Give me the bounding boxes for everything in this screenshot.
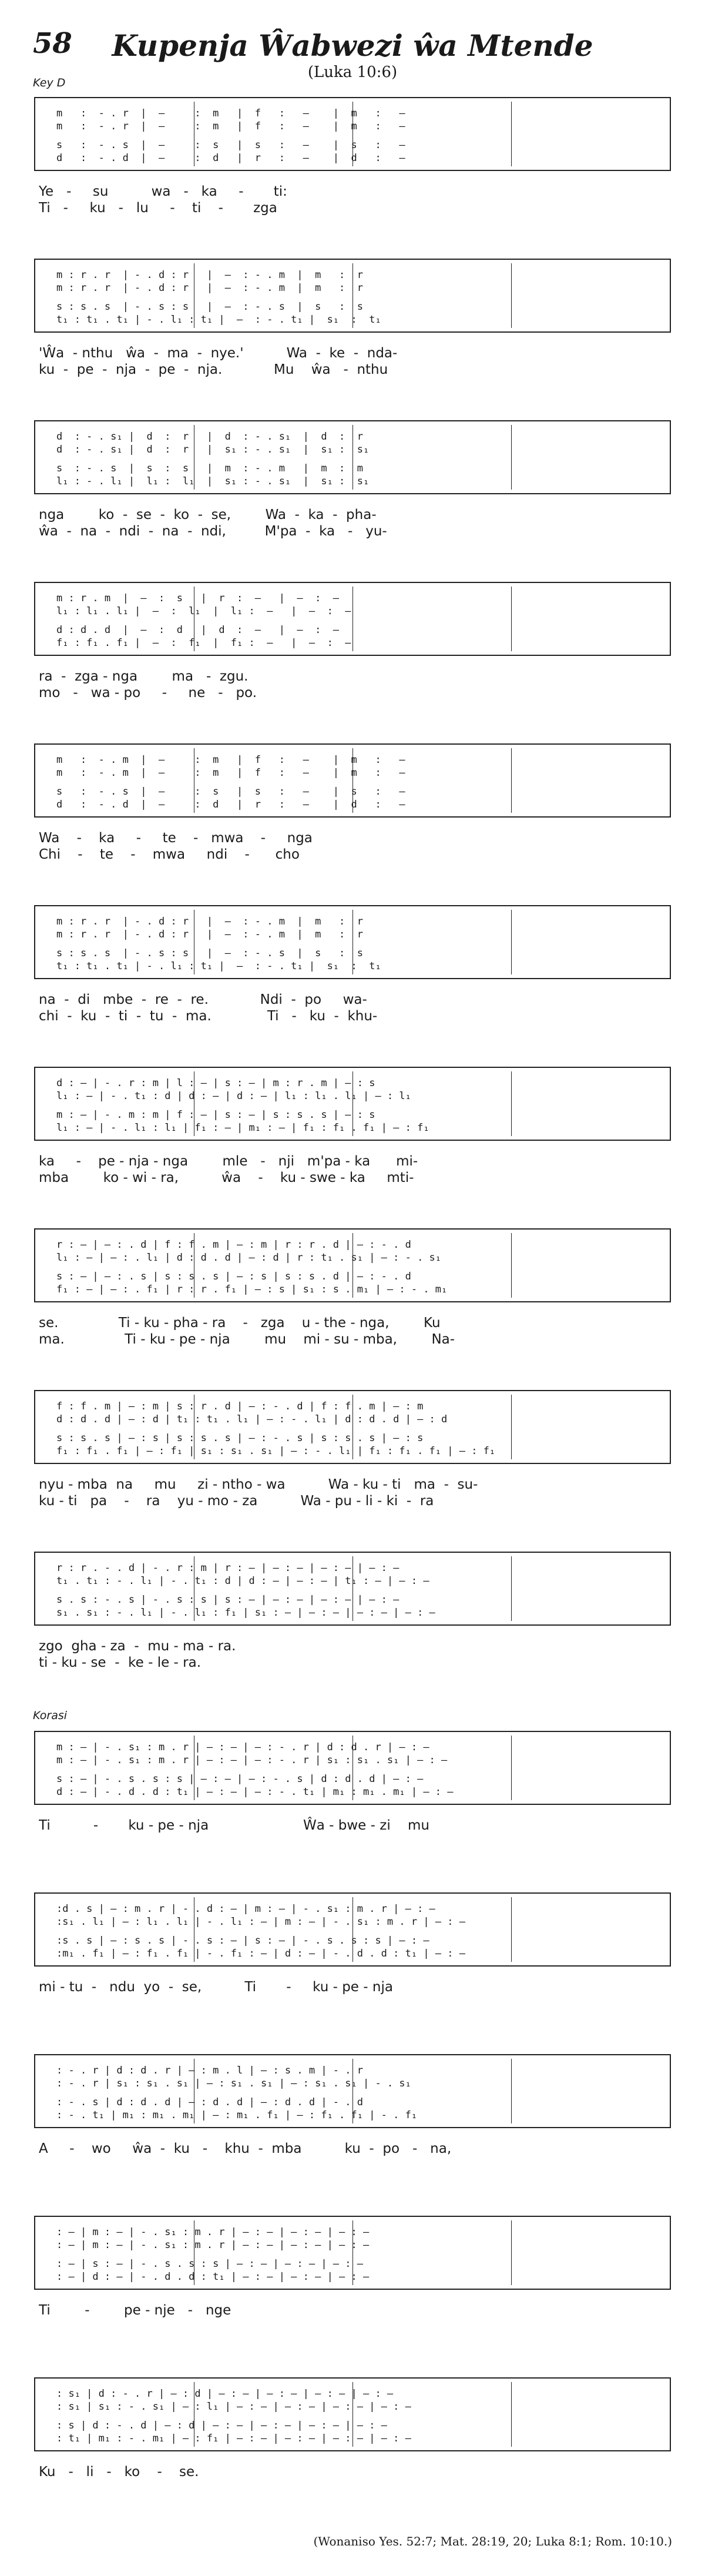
- staff-box: [34, 1731, 671, 1805]
- solfa-part: l₁ : — | - . l₁ : l₁ | f₁ : — | m₁ : — | f₁ : f₁ . f₁ | — : f₁: [56, 1122, 429, 1134]
- staff-box: [34, 259, 671, 333]
- solfa-part: d : — | - . d . d : t₁ | — : — | — : - . t₁ | m₁ : m₁ . m₁ | — : —: [56, 1786, 454, 1798]
- lyric-line: mi - tu - ndu yo - se, Ti - ku - pe - nja: [39, 1979, 393, 1995]
- solfa-part: s₁ . s₁ : - . l₁ | - . l₁ : f₁ | s₁ : — | — : — | — : — | — : —: [56, 1607, 435, 1619]
- solfa-part: m : — | - . s₁ : m . r | — : — | — : - . r | s₁ : s₁ . s₁ | — : —: [56, 1754, 448, 1766]
- staff-box: [34, 905, 671, 979]
- solfa-part: d : - . s₁ | d : r | d : - . s₁ | d : r: [56, 431, 363, 443]
- lyric-line: Chi - te - mwa ndi - cho: [39, 847, 300, 862]
- solfa-part: :s₁ . l₁ | — : l₁ . l₁ | - . l₁ : — | m : — | - . s₁ : m . r | — : —: [56, 1916, 465, 1928]
- staff-box: [34, 1228, 671, 1302]
- solfa-part: m : - . r | — : m | f : — | m : —: [56, 108, 405, 119]
- solfa-part: m : r . r | - . d : r | — : - . m | m : r: [56, 282, 363, 294]
- lyric-line: zgo gha - za - mu - ma - ra.: [39, 1639, 236, 1654]
- solfa-part: s : - . s | s : s | m : - . m | m : m: [56, 463, 363, 474]
- staff-box: [34, 1067, 671, 1141]
- page-header: [0, 0, 705, 88]
- solfa-part: r : r . - . d | - . r : m | r : — | — : — | — : — | — : —: [56, 1562, 400, 1574]
- solfa-part: m : - . m | — : m | f : — | m : —: [56, 767, 405, 779]
- lyric-line: nga ko - se - ko - se, Wa - ka - pha-: [39, 507, 377, 522]
- solfa-part: : s₁ | s₁ : - . s₁ | — : l₁ | — : — | — : — | — : — | — : —: [56, 2401, 411, 2413]
- solfa-part: f₁ : f₁ . f₁ | — : f₁ | f₁ : — | — : —: [56, 637, 351, 649]
- solfa-part: d : d . d | — : d | t₁ : t₁ . l₁ | — : - . l₁ | d : d . d | — : d: [56, 1413, 448, 1425]
- solfa-part: d : — | - . r : m | l : — | s : — | m : r . m | — : s: [56, 1077, 375, 1089]
- solfa-part: m : — | - . s₁ : m . r | — : — | — : - . r | d : d . r | — : —: [56, 1741, 429, 1753]
- solfa-part: s : s . s | — : s | s : s . s | — : - . s | s : s . s | — : s: [56, 1432, 424, 1444]
- solfa-part: : t₁ | m₁ : - . m₁ | — : f₁ | — : — | — : — | — : — | — : —: [56, 2433, 411, 2444]
- solfa-part: s : — | — : . s | s : s . s | — : s | s : s . d | — : - . d: [56, 1271, 411, 1282]
- solfa-part: : - . r | d : d . r | — : m . l | — : s . m | - . r: [56, 2065, 363, 2076]
- solfa-part: t₁ : t₁ . t₁ | - . l₁ : t₁ | — : - . t₁ | s₁ : t₁: [56, 960, 381, 972]
- solfa-part: s . s : - . s | - . s : s | s : — | — : — | — : — | — : —: [56, 1594, 400, 1606]
- solfa-part: m : r . r | - . d : r | — : - . m | m : r: [56, 929, 363, 940]
- lyric-line: A - wo ŵa - ku - khu - mba ku - po - na,: [39, 2141, 452, 2156]
- lyric-line: ti - ku - se - ke - le - ra.: [39, 1655, 202, 1670]
- solfa-part: : - . s | d : d . d | — : d . d | — : d . d | - . d: [56, 2096, 363, 2108]
- solfa-part: m : r . r | - . d : r | — : - . m | m : r: [56, 269, 363, 281]
- staff-box: [34, 1892, 671, 1967]
- staff-box: [34, 2216, 671, 2290]
- lyric-line: ŵa - na - ndi - na - ndi, M'pa - ka - yu-: [39, 524, 387, 539]
- solfa-part: r : — | — : . d | f : f . m | — : m | r : r . d | — : - . d: [56, 1239, 411, 1251]
- lyric-line: Ku - li - ko - se.: [39, 2464, 199, 2480]
- solfa-part: : — | d : — | - . d . d : t₁ | — : — | — : — | — : —: [56, 2271, 370, 2283]
- solfa-part: l₁ : - . l₁ | l₁ : l₁ | s₁ : - . s₁ | s₁ : s₁: [56, 475, 370, 487]
- solfa-part: d : - . s₁ | d : r | s₁ : - . s₁ | s₁ : s₁: [56, 444, 370, 455]
- scripture-references: (Wonaniso Yes. 52:7; Mat. 28:19, 20; Luka 8:1; Rom. 10:10.): [313, 2534, 672, 2548]
- solfa-part: l₁ : l₁ . l₁ | — : l₁ | l₁ : — | — : —: [56, 605, 351, 617]
- solfa-part: : — | m : — | - . s₁ : m . r | — : — | — : — | — : —: [56, 2239, 370, 2251]
- lyric-line: mba ko - wi - ra, ŵa - ku - swe - ka mti-: [39, 1170, 414, 1185]
- solfa-part: :s . s | — : s . s | - . s : — | s : — | - . s . s : s | — : —: [56, 1935, 429, 1947]
- staff-box: [34, 2054, 671, 2128]
- lyric-line: ma. Ti - ku - pe - nja mu mi - su - mba, Na-: [39, 1332, 455, 1347]
- solfa-part: : — | s : — | - . s . s : s | — : — | — : — | — : —: [56, 2258, 363, 2270]
- solfa-part: m : - . r | — : m | f : — | m : —: [56, 120, 405, 132]
- solfa-part: m : r . r | - . d : r | — : - . m | m : r: [56, 916, 363, 927]
- lyric-line: se. Ti - ku - pha - ra - zga u - the - nga, Ku: [39, 1315, 441, 1331]
- solfa-part: f : f . m | — : m | s : r . d | — : - . d | f : f . m | — : m: [56, 1401, 424, 1412]
- solfa-part: s : - . s | — : s | s : — | s : —: [56, 139, 405, 151]
- solfa-part: s : - . s | — : s | s : — | s : —: [56, 786, 405, 798]
- solfa-part: s : s . s | - . s : s | — : - . s | s : s: [56, 947, 363, 959]
- lyric-line: chi - ku - ti - tu - ma. Ti - ku - khu-: [39, 1009, 378, 1024]
- solfa-part: d : - . d | — : d | r : — | d : —: [56, 799, 405, 810]
- lyric-line: Ti - ku - pe - nja Ŵa - bwe - zi mu: [39, 1818, 429, 1833]
- staff-box: [34, 1552, 671, 1626]
- solfa-part: :d . s | — : m . r | - . d : — | m : — | - . s₁ : m . r | — : —: [56, 1903, 435, 1915]
- staff-box: [34, 1390, 671, 1464]
- solfa-part: t₁ . t₁ : - . l₁ | - . t₁ : d | d : — | — : — | t₁ : — | — : —: [56, 1575, 429, 1587]
- hymn-reference: (Luka 10:6): [307, 63, 398, 81]
- solfa-part: : - . r | s₁ : s₁ . s₁ | — : s₁ . s₁ | — : s₁ . s₁ | - . s₁: [56, 2078, 411, 2089]
- solfa-part: : s₁ | d : - . r | — : d | — : — | — : — | — : — | — : —: [56, 2388, 394, 2400]
- solfa-part: m : — | - . m : m | f : — | s : — | s : s . s | — : s: [56, 1109, 375, 1121]
- lyric-line: ra - zga - nga ma - zgu.: [39, 669, 249, 684]
- hymn-title: Kupenja Ŵabwezi ŵa Mtende: [112, 28, 593, 63]
- lyric-line: mo - wa - po - ne - po.: [39, 685, 257, 701]
- solfa-part: : s | d : - . d | — : d | — : — | — : — | — : — | — : —: [56, 2420, 387, 2431]
- solfa-part: : — | m : — | - . s₁ : m . r | — : — | — : — | — : —: [56, 2226, 370, 2238]
- solfa-part: : - . t₁ | m₁ : m₁ . m₁ | — : m₁ . f₁ | — : f₁ . f₁ | - . f₁: [56, 2109, 418, 2121]
- solfa-part: s : — | - . s . s : s | — : — | — : - . s | d : d . d | — : —: [56, 1773, 424, 1785]
- solfa-part: f₁ : f₁ . f₁ | — : f₁ | s₁ : s₁ . s₁ | — : - . l₁ | f₁ : f₁ . f₁ | — : f₁: [56, 1445, 496, 1457]
- solfa-part: d : d . d | — : d | d : — | — : —: [56, 624, 340, 636]
- lyric-line: na - di mbe - re - re. Ndi - po wa-: [39, 992, 367, 1007]
- hymn-number: 58: [33, 27, 72, 60]
- lyric-line: ka - pe - nja - nga mle - nji m'pa - ka mi-: [39, 1154, 418, 1169]
- staff-box: [34, 582, 671, 656]
- lyric-line: ku - pe - nja - pe - nja. Mu ŵa - nthu: [39, 362, 388, 377]
- lyric-line: ku - ti pa - ra yu - mo - za Wa - pu - li - ki - ra: [39, 1493, 434, 1509]
- key-label: Key D: [33, 76, 66, 89]
- staff-box: [34, 420, 671, 494]
- solfa-part: d : - . d | — : d | r : — | d : —: [56, 152, 405, 164]
- solfa-part: s : s . s | - . s : s | — : - . s | s : s: [56, 301, 363, 313]
- staff-box: [34, 97, 671, 171]
- solfa-part: l₁ : — | - . t₁ : d | d : — | d : — | l₁ : l₁ . l₁ | — : l₁: [56, 1090, 411, 1102]
- solfa-part: l₁ : — | — : . l₁ | d : d . d | — : d | r : t₁ . s₁ | — : - . s₁: [56, 1252, 442, 1264]
- solfa-part: m : r . m | — : s | r : — | — : —: [56, 592, 340, 604]
- lyric-line: Ti - pe - nje - nge: [39, 2303, 231, 2318]
- staff-box: [34, 743, 671, 818]
- lyric-line: Wa - ka - te - mwa - nga: [39, 830, 313, 846]
- solfa-part: :m₁ . f₁ | — : f₁ . f₁ | - . f₁ : — | d : — | - . d . d : t₁ | — : —: [56, 1948, 465, 1959]
- lyric-line: nyu - mba na mu zi - ntho - wa Wa - ku - ti ma - su-: [39, 1477, 478, 1492]
- lyric-line: 'Ŵa - nthu ŵa - ma - nye.' Wa - ke - nda-: [39, 346, 398, 361]
- solfa-part: f₁ : — | — : . f₁ | r : r . f₁ | — : s | s₁ : s . m₁ | — : - . m₁: [56, 1284, 448, 1295]
- lyric-line: Ti - ku - lu - ti - zga: [39, 200, 277, 216]
- lyric-line: Ye - su wa - ka - ti:: [39, 184, 287, 199]
- solfa-part: t₁ : t₁ . t₁ | - . l₁ : t₁ | — : - . t₁ | s₁ : t₁: [56, 314, 381, 326]
- staff-box: [34, 2377, 671, 2451]
- solfa-part: m : - . m | — : m | f : — | m : —: [56, 754, 405, 766]
- korasi-label: Korasi: [33, 1709, 68, 1722]
